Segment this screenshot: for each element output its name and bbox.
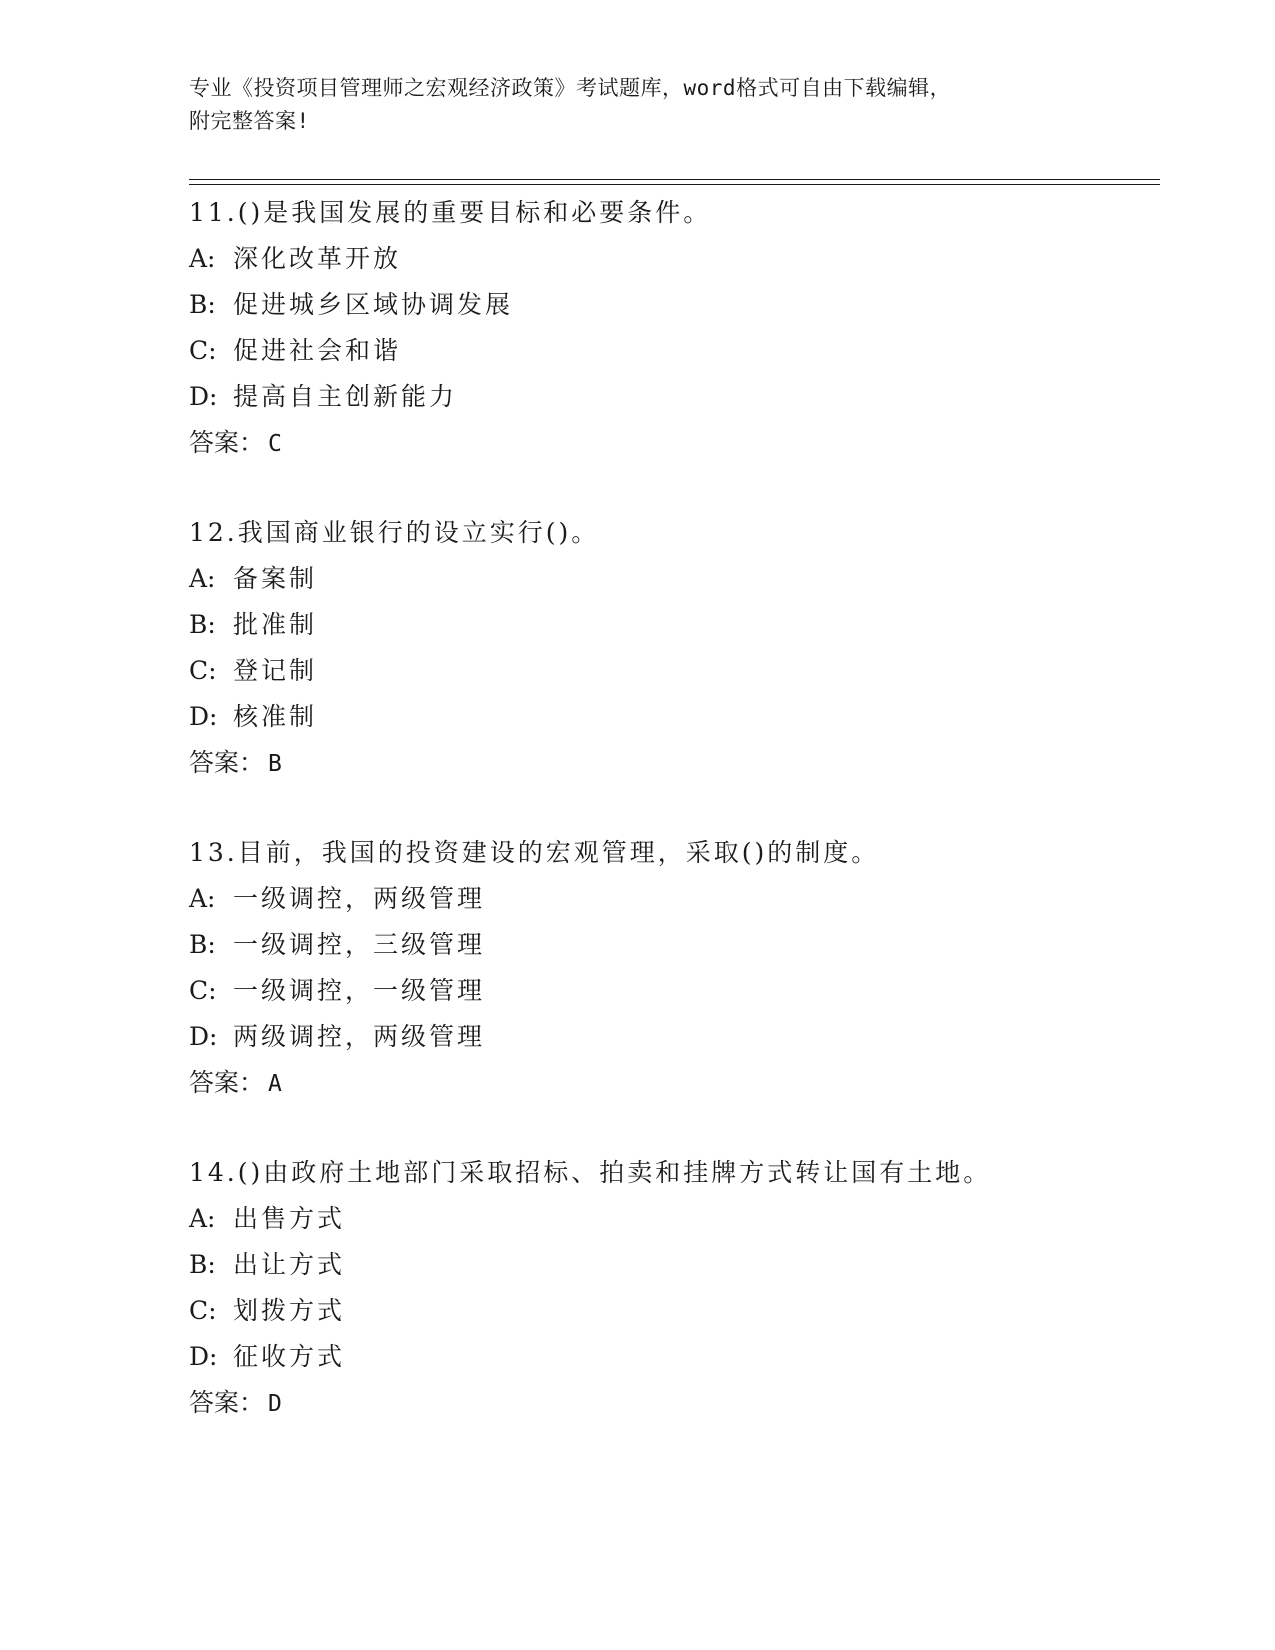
- answer-label: 答案：: [189, 1068, 265, 1097]
- option-d: [189, 1334, 1149, 1380]
- answer-value: B: [268, 751, 282, 777]
- option-letter: C:: [189, 336, 217, 365]
- option-letter: D:: [189, 702, 218, 731]
- option-letter: B:: [189, 930, 216, 959]
- option-text: 划拨方式: [233, 1296, 346, 1325]
- option-text: 出售方式: [233, 1204, 346, 1233]
- option-text: 促进社会和谐: [233, 336, 402, 365]
- option-b: [189, 602, 1149, 648]
- header-divider-bottom: [189, 184, 1160, 185]
- option-text: 两级调控，两级管理: [233, 1022, 486, 1051]
- answer-line: [189, 740, 1149, 786]
- option-b: [189, 922, 1149, 968]
- question-stem: 12.我国商业银行的设立实行()。: [189, 518, 600, 547]
- option-text: 登记制: [233, 656, 318, 685]
- option-letter: D:: [189, 1022, 218, 1051]
- option-text: 促进城乡区域协调发展: [233, 290, 514, 319]
- option-text: 一级调控，两级管理: [233, 884, 486, 913]
- question-14: [189, 1150, 1149, 1426]
- option-text: 一级调控，三级管理: [233, 930, 486, 959]
- option-letter: B:: [189, 290, 216, 319]
- option-text: 一级调控，一级管理: [233, 976, 486, 1005]
- option-a: [189, 1196, 1149, 1242]
- option-letter: A:: [189, 244, 216, 273]
- answer-value: A: [268, 1071, 282, 1097]
- option-c: [189, 1288, 1149, 1334]
- header-divider-top: [189, 179, 1160, 180]
- answer-label: 答案：: [189, 1388, 265, 1417]
- option-a: [189, 556, 1149, 602]
- option-letter: C:: [189, 976, 217, 1005]
- option-d: [189, 374, 1149, 420]
- option-letter: C:: [189, 1296, 217, 1325]
- option-text: 提高自主创新能力: [233, 382, 458, 411]
- option-letter: A:: [189, 564, 216, 593]
- option-text: 深化改革开放: [233, 244, 402, 273]
- header-line-2: 附完整答案!: [189, 109, 310, 133]
- option-letter: A:: [189, 1204, 216, 1233]
- question-stem: 14.()由政府土地部门采取招标、拍卖和挂牌方式转让国有土地。: [189, 1158, 992, 1187]
- answer-line: [189, 1060, 1149, 1106]
- option-b: [189, 282, 1149, 328]
- option-c: [189, 968, 1149, 1014]
- option-text: 批准制: [233, 610, 318, 639]
- option-c: [189, 648, 1149, 694]
- option-b: [189, 1242, 1149, 1288]
- document-header: [189, 72, 1089, 138]
- answer-value: D: [268, 1391, 282, 1417]
- option-d: [189, 1014, 1149, 1060]
- question-stem: 11.()是我国发展的重要目标和必要条件。: [189, 198, 712, 227]
- option-letter: D:: [189, 1342, 218, 1371]
- option-letter: B:: [189, 1250, 216, 1279]
- option-d: [189, 694, 1149, 740]
- option-a: [189, 236, 1149, 282]
- option-letter: B:: [189, 610, 216, 639]
- question-list: [189, 190, 1149, 1470]
- answer-label: 答案：: [189, 748, 265, 777]
- option-text: 征收方式: [233, 1342, 346, 1371]
- option-a: [189, 876, 1149, 922]
- option-letter: C:: [189, 656, 217, 685]
- answer-line: [189, 1380, 1149, 1426]
- header-line-1: 专业《投资项目管理师之宏观经济政策》考试题库，word格式可自由下载编辑，: [189, 76, 952, 100]
- option-letter: D:: [189, 382, 218, 411]
- question-11: [189, 190, 1149, 466]
- question-13: [189, 830, 1149, 1106]
- question-12: [189, 510, 1149, 786]
- question-stem: 13.目前，我国的投资建设的宏观管理，采取()的制度。: [189, 838, 880, 867]
- option-letter: A:: [189, 884, 216, 913]
- option-text: 核准制: [233, 702, 318, 731]
- option-text: 备案制: [233, 564, 318, 593]
- answer-value: C: [268, 431, 282, 457]
- option-c: [189, 328, 1149, 374]
- option-text: 出让方式: [233, 1250, 346, 1279]
- answer-label: 答案：: [189, 428, 265, 457]
- answer-line: [189, 420, 1149, 466]
